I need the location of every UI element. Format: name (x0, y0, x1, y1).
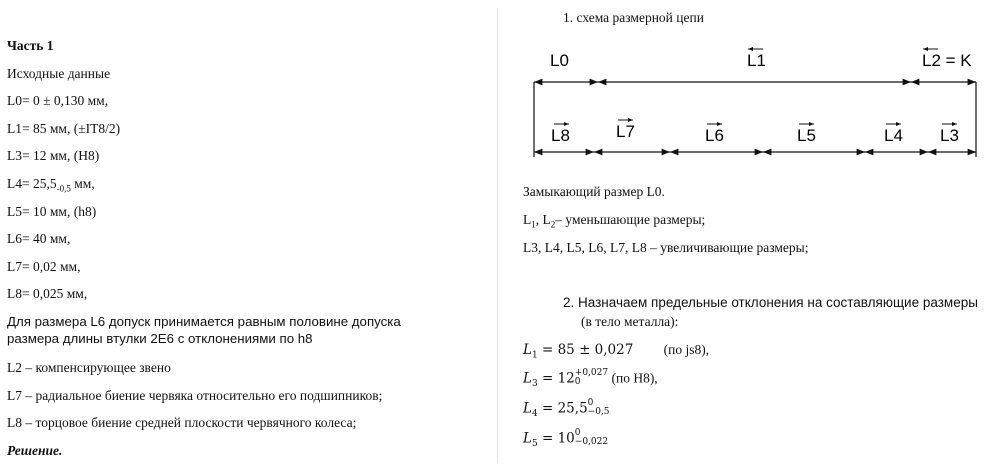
dec-rest: – уменьшающие размеры; (555, 212, 706, 227)
formula-l1 (523, 342, 710, 361)
formula-l3-lower: 0 (574, 377, 581, 387)
formula-l5 (523, 430, 608, 448)
l8-description: L8 – торцовое биение средней плоскости червячного колеса; (7, 415, 357, 430)
formula-l4 (523, 400, 610, 418)
formula-l4-base: = 25,5 (537, 400, 588, 417)
label-l2: L2 = K (922, 51, 972, 70)
formula-l4-symbol: L (523, 400, 532, 417)
dec-l2-sub: 2 (550, 219, 556, 230)
formula-l3-base: = 12 (537, 370, 575, 387)
formula-l4-sub: 4 (531, 409, 538, 420)
label-l8: L8 (551, 126, 570, 145)
step-2-line-2: (в тело металла): (581, 314, 679, 329)
formula-l1-expr: = 85 ± 0,027 (537, 342, 634, 358)
solution-heading: Решение. (7, 443, 63, 458)
formula-l5-upper: 0 (574, 428, 581, 438)
formula-l4-lower: −0,5 (587, 407, 610, 417)
l1-value: L1= 85 мм, (±IT8/2) (7, 121, 121, 136)
l7-value: L7= 0,02 мм, (7, 259, 81, 274)
label-l4: L4 (884, 126, 903, 145)
label-l6: L6 (705, 126, 724, 145)
note-line-2: размера длины втулки 2Е6 с отклонениями по h8 (7, 331, 313, 346)
l3-value: L3= 12 мм, (H8) (7, 148, 100, 163)
formula-l5-lower: −0,022 (574, 437, 609, 447)
l4-suffix: мм, (70, 176, 95, 191)
note-line-1: Для размера L6 допуск принимается равным половине допуска (7, 314, 401, 329)
step-1-title: 1. схема размерной цепи (563, 10, 704, 25)
l4-prefix: L4= 25,5 (7, 176, 57, 191)
l4-value (7, 176, 95, 192)
formula-l3-symbol: L (523, 370, 532, 387)
dec-l: L (523, 212, 532, 227)
dec-l1-sub: 1 (531, 219, 536, 230)
formula-l5-base: = 10 (537, 430, 575, 447)
l0-value: L0= 0 ± 0,130 мм, (7, 93, 109, 108)
formula-l3-upper: +0,027 (574, 368, 609, 378)
formula-l3-tolerance (575, 369, 608, 387)
l8-value: L8= 0,025 мм, (7, 286, 88, 301)
increasing-dimensions-text: L3, L4, L5, L6, L7, L8 – увеличивающие размеры; (523, 240, 809, 255)
column-divider (497, 8, 498, 463)
label-l3: L3 (940, 126, 959, 145)
formula-l5-symbol: L (523, 430, 532, 447)
label-l7: L7 (616, 122, 635, 141)
label-l0: L0 (550, 51, 569, 70)
l6-value: L6= 40 мм, (7, 231, 71, 246)
part-heading: Часть 1 (7, 38, 54, 53)
formula-l3 (523, 370, 658, 388)
l4-subscript: -0,5 (56, 183, 71, 194)
formula-l1-symbol: L (523, 342, 532, 358)
formula-l5-tolerance (575, 429, 608, 447)
formula-l5-sub: 5 (531, 439, 538, 450)
l5-value: L5= 10 мм, (h8) (7, 204, 97, 219)
formula-l4-upper: 0 (587, 398, 594, 408)
formula-l4-tolerance (588, 399, 610, 417)
dec-sep: , L (535, 212, 551, 227)
formula-l3-note: (по H8), (608, 370, 658, 386)
formula-l1-note: (по js8), (663, 342, 710, 357)
step-2-line-1: 2. Назначаем предельные отклонения на составляющие размеры (563, 295, 978, 310)
label-l1: L1 (747, 51, 766, 70)
initial-data-label: Исходные данные (7, 66, 111, 81)
closing-dimension-text: Замыкающий размер L0. (523, 184, 665, 199)
label-l5: L5 (797, 126, 816, 145)
formula-l1-sub: 1 (531, 350, 538, 361)
l7-description: L7 – радиальное биение червяка относительно его подшипников; (7, 388, 383, 403)
formula-l3-sub: 3 (531, 379, 538, 390)
decreasing-dimensions-text (523, 212, 705, 228)
dimension-chain-diagram (520, 38, 990, 173)
l2-description: L2 – компенсирующее звено (7, 360, 171, 375)
